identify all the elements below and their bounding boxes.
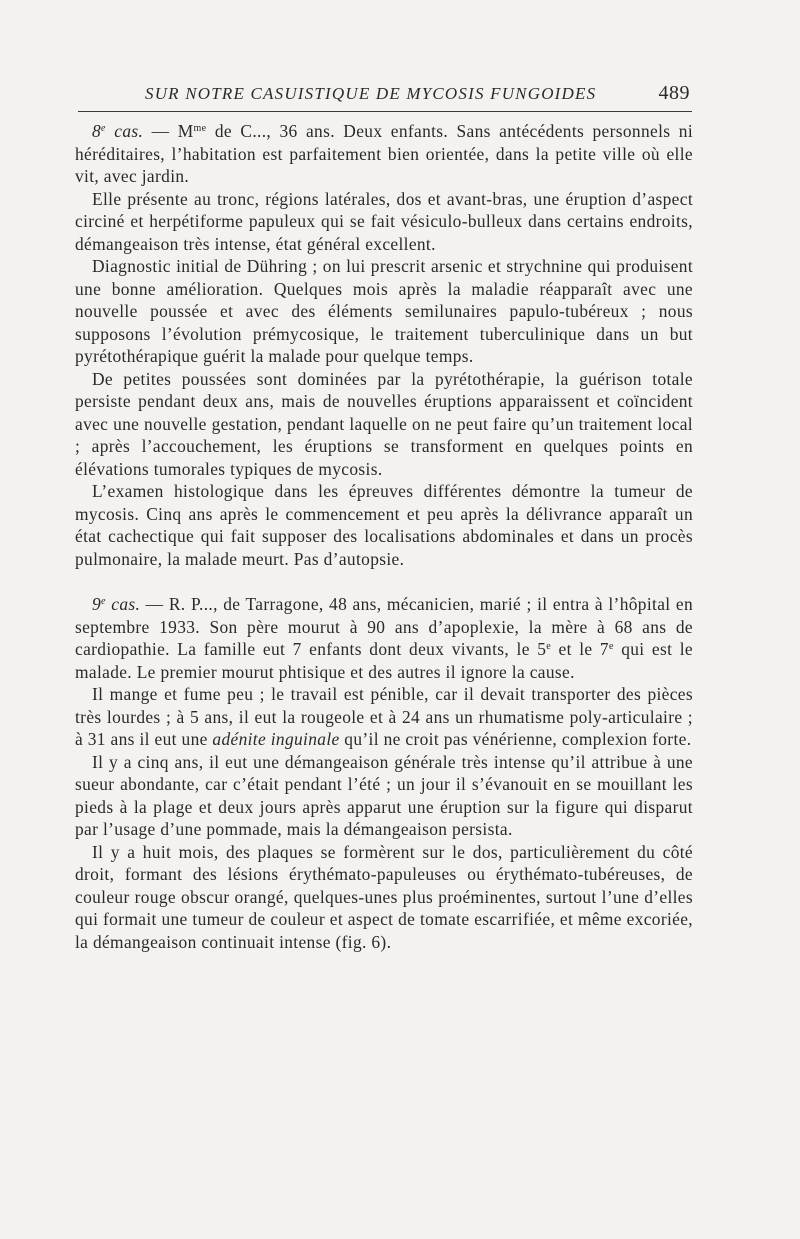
case-8-paragraph-2: Elle présente au tronc, régions latérales, dos et avant-bras, une éruption d’aspect circiné et herpétiforme papuleux qui se fait vésiculo-bulleux dans certains endroits, démangeaison très intense, état général excellent. [75,188,693,254]
case-8-intro-text: de C..., 36 ans. Deux enfants. Sans antécédents personnels ni héréditaires, l’habitation est parfaitement bien orientée, dans la petite ville où elle vit, avec jardin. [75,121,694,186]
case-separator [75,570,693,593]
case-9-intro-text-a: — R. P..., de Tarragone, 48 ans, mécanicien, marié ; il entra à l’hôpital en septembre 1933. Son père mourut à 90 ans d’apoplexie, la mère à 68 ans de cardiopathie. La famille eut 7 enfants dont deux vivants, le 5 [75,594,694,659]
case-9-paragraph-1 [75,593,693,683]
case-8-paragraph-5: L’examen histologique dans les épreuves différentes démontre la tumeur de mycosis. Cinq ans après le commencement et peu après la délivrance apparaît un état cachectique qui fait supposer des localisations abdominales et dans un procès pulmonaire, la malade meurt. Pas d’autopsie. [75,481,693,569]
case-9-sup-b: e [608,641,614,652]
running-header [75,84,690,110]
case-9-paragraph-4: Il y a huit mois, des plaques se formèrent sur le dos, particulièrement du côté droit, formant des lésions érythémato-papuleuses ou érythémato-tubéreuses, de couleur rouge obscur orangé, quelques-unes plus proéminentes, surtout l’une d’elles qui formait une tumeur de couleur et aspect de tomate escarrifiée, et même excoriée, la démangeaison continuait intense (fig. 6). [75,841,693,952]
running-title: SUR NOTRE CASUISTIQUE DE MYCOSIS FUNGOIDES [145,84,597,103]
case-9-intro-text-c: qui est le malade. Le premier mourut phtisique et des autres il ignore la cause. [75,639,693,682]
case-9-label: cas. [111,594,141,614]
case-8-paragraph-3: Diagnostic initial de Dühring ; on lui prescrit arsenic et strychnine qui produisent une bonne amélioration. Quelques mois après la maladie réapparaît avec une nouvelle poussée et avec des éléments semilunaires papulo-tubéreux ; nous supposons l’évolution prémycosique, le traitement tuberculinique dans un but pyrétothérapique guérit la malade pour quelque temps. [75,256,693,366]
case-9-ordinal: 9e [92,594,106,614]
case-9-paragraph-2: Il mange et fume peu ; le travail est pénible, car il devait transporter des pièces très lourdes ; à 5 ans, il eut la rougeole et à 24 ans un rhumatisme poly-articulaire ; à 31 ans il eut une adénite inguinale qu’il ne croit pas vénérienne, complexion forte. [75,684,693,749]
case-8-paragraph-1 [75,120,693,188]
case-9-paragraph-3: Il y a cinq ans, il eut une démangeaison générale très intense qu’il attribue à une sueur abondante, car c’était pendant l’été ; un jour il s’évanouit en se mouillant les pieds à la plage et deux jours après apparut une éruption sur la figure qui disparut par l’usage d’une pommade, mais la démangeaison persista. [75,751,693,839]
case-8-title: $M^{me}$ [177,121,207,141]
case-8-ordinal: 8e [92,121,106,141]
case-9-sup-a: e [546,641,552,652]
page-number: 489 [658,82,690,104]
case-9-italic-term: adénite inguinale [212,729,340,749]
case-9-intro-text-b: et le 7 [551,639,609,659]
case-8-label: cas. [114,121,144,141]
body-text [75,120,693,953]
case-8-dash: — [143,121,178,141]
header-rule [78,111,692,112]
case-8-paragraph-4: De petites poussées sont dominées par la pyrétothérapie, la guérison totale persiste pendant deux ans, mais de nouvelles éruptions apparaissent et coïncident avec une nouvelle gestation, pendant laquelle on ne peut faire qu’un traitement local ; après l’accouchement, les éruptions se transforment en quelques points en élévations tumorales typiques de mycosis. [75,368,693,479]
